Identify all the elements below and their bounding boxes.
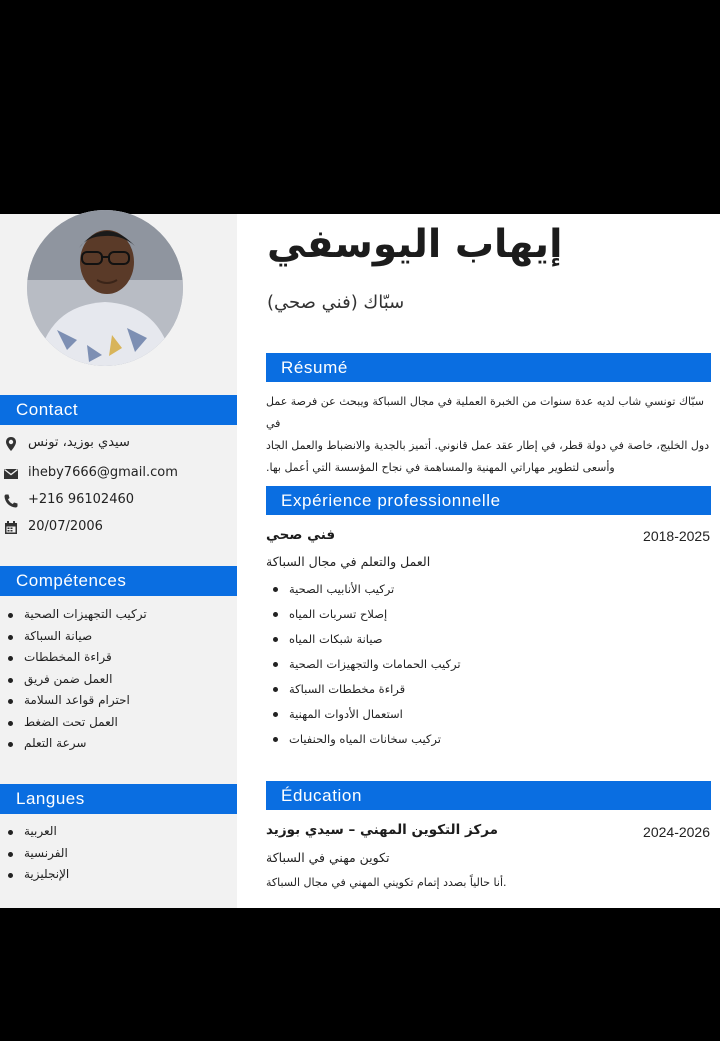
contact-address [0,433,237,455]
envelope-icon [3,466,19,482]
email-link[interactable]: iheby7666@gmail.com [28,465,178,480]
job-title: فني صحي [266,527,336,543]
education-header: Éducation [266,781,711,810]
resume-header: Résumé [266,353,711,382]
list-item: تركيب التجهيزات الصحية [8,604,233,626]
tasks-list [273,577,693,752]
list-item: الإنجليزية [8,864,233,886]
resume-text [266,391,711,479]
list-item: تركيب سخانات المياه والحنفيات [273,727,693,752]
profile-photo [27,210,183,366]
list-item: سرعة التعلم [8,733,233,755]
list-item: قراءة مخططات السباكة [273,677,693,702]
list-item: صيانة شبكات المياه [273,627,693,652]
list-item: تركيب الحمامات والتجهيزات الصحية [273,652,693,677]
job-dates: 2018-2025 [643,528,710,544]
list-item: تركيب الأنابيب الصحية [273,577,693,602]
languages-list [8,821,233,886]
list-item: إصلاح تسربات المياه [273,602,693,627]
skills-header: Compétences [0,566,237,596]
calendar-icon [3,520,19,536]
education-program: تكوين مهني في السباكة [266,850,390,865]
list-item: استعمال الأدوات المهنية [273,702,693,727]
phone-text[interactable]: +216 96102460 [28,492,135,507]
birthdate-text: 20/07/2006 [28,519,103,534]
education-dates: 2024-2026 [643,824,710,840]
list-item: العمل ضمن فريق [8,669,233,691]
contact-email [0,463,237,485]
contact-header: Contact [0,395,237,425]
sidebar [0,214,237,908]
resume-line: وأسعى لتطوير مهاراتي المهنية والمساهمة في نجاح المؤسسة التي أعمل بها. [266,461,615,474]
location-pin-icon [3,436,19,452]
list-item: قراءة المخططات [8,647,233,669]
languages-header: Langues [0,784,237,814]
education-description: أنا حالياً بصدد إتمام تكويني المهني في مجال السباكة. [266,876,507,889]
list-item: احترام قواعد السلامة [8,690,233,712]
job-subtitle: العمل والتعلم في مجال السباكة [266,554,431,569]
resume-line: دول الخليج، خاصة في دولة قطر، في إطار عقد عمل قانوني. أتميز بالجدية والانضباط والعمل الجاد [266,439,710,452]
experience-header: Expérience professionnelle [266,486,711,515]
contact-phone [0,490,237,512]
cv-page [0,214,720,908]
list-item: العربية [8,821,233,843]
resume-line: سبّاك تونسي شاب لديه عدة سنوات من الخبرة العملية في مجال السباكة ويبحث عن فرصة عمل في [266,395,704,430]
candidate-name: إيهاب اليوسفي [267,222,563,267]
list-item: صيانة السباكة [8,626,233,648]
school-name: مركز التكوين المهني – سيدي بوزيد [266,822,498,838]
skills-list [8,604,233,755]
main-content [237,214,720,908]
candidate-role: سبّاك (فني صحي) [267,292,405,313]
list-item: الفرنسية [8,843,233,865]
list-item: العمل تحت الضغط [8,712,233,734]
contact-birthdate [0,517,237,539]
address-text: سيدي بوزيد، تونس [28,435,130,450]
phone-icon [3,493,19,509]
